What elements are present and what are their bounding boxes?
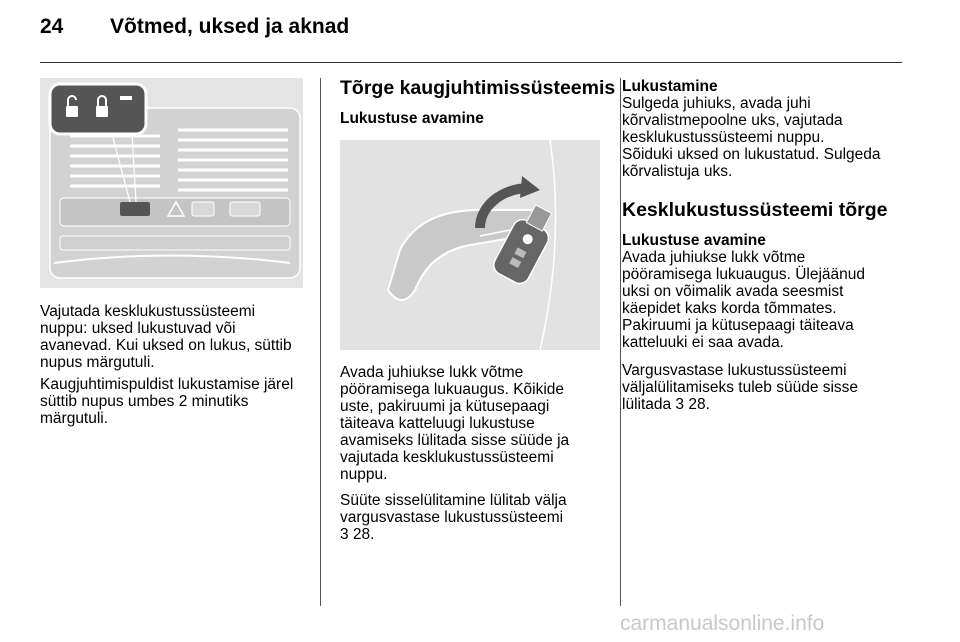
subheading-unlocking: Lukustuse avamine bbox=[340, 110, 484, 127]
col3-paragraph-1: Sulgeda juhiuks, avada juhi kõrvalistmepoolne uks, vajutada kesklukustussüsteemi nuppu. Sõiduki uksed on lukustatud. Sulgeda kõrvalistuja uks. bbox=[622, 95, 881, 180]
header-rule bbox=[40, 62, 902, 63]
column-divider bbox=[320, 78, 321, 606]
col1-paragraph-2: Kaugjuhtimispuldist lukustamise järel süttib nupus umbes 2 minutiks märgutuli. bbox=[40, 376, 294, 427]
col1-paragraph-1: Vajutada kesklukustussüsteemi nuppu: uksed lukustuvad või avanevad. Kui uksed on lukus, süttib nupus märgutuli. bbox=[40, 303, 292, 371]
col2-paragraph-2: Süüte sisselülitamine lülitab välja vargusvastase lukustussüsteemi 3 28. bbox=[340, 492, 567, 543]
col2-paragraph-1: Avada juhiukse lukk võtme pööramisega lukuaugus. Kõikide uste, pakiruumi ja kütusepaagi täiteava katteluugi lukustuse avamiseks lülitada sisse süüde ja vajutada kesklukustussüsteemi nuppu. bbox=[340, 364, 570, 483]
key-in-lock-illustration bbox=[340, 140, 600, 350]
col3-paragraph-2: Avada juhiukse lukk võtme pööramisega lukuaugus. Ülejäänud uksi on võimalik avada seesmist käepidet kaks korda tõmmates. Pakiruumi ja kütusepaagi täiteava katteluuki ei saa avada. bbox=[622, 249, 865, 351]
central-locking-figure bbox=[40, 78, 303, 288]
column-divider bbox=[620, 78, 621, 606]
page-title: Võtmed, uksed ja aknad bbox=[110, 15, 350, 38]
subheading-unlocking-2: Lukustuse avamine bbox=[622, 232, 766, 249]
section-heading-remote-fault: Tõrge kaugjuhtimissüsteemis bbox=[340, 77, 616, 99]
central-locking-illustration bbox=[40, 78, 303, 288]
footer-watermark: carmanualsonline.info bbox=[620, 612, 825, 635]
subheading-locking: Lukustamine bbox=[622, 78, 718, 95]
key-in-lock-figure bbox=[340, 140, 600, 350]
page-number: 24 bbox=[40, 15, 64, 38]
col3-paragraph-3: Vargusvastase lukustussüsteemi väljalülitamiseks tuleb süüde sisse lülitada 3 28. bbox=[622, 362, 859, 413]
section-heading-central-locking-fault: Kesklukustussüsteemi tõrge bbox=[622, 199, 888, 221]
